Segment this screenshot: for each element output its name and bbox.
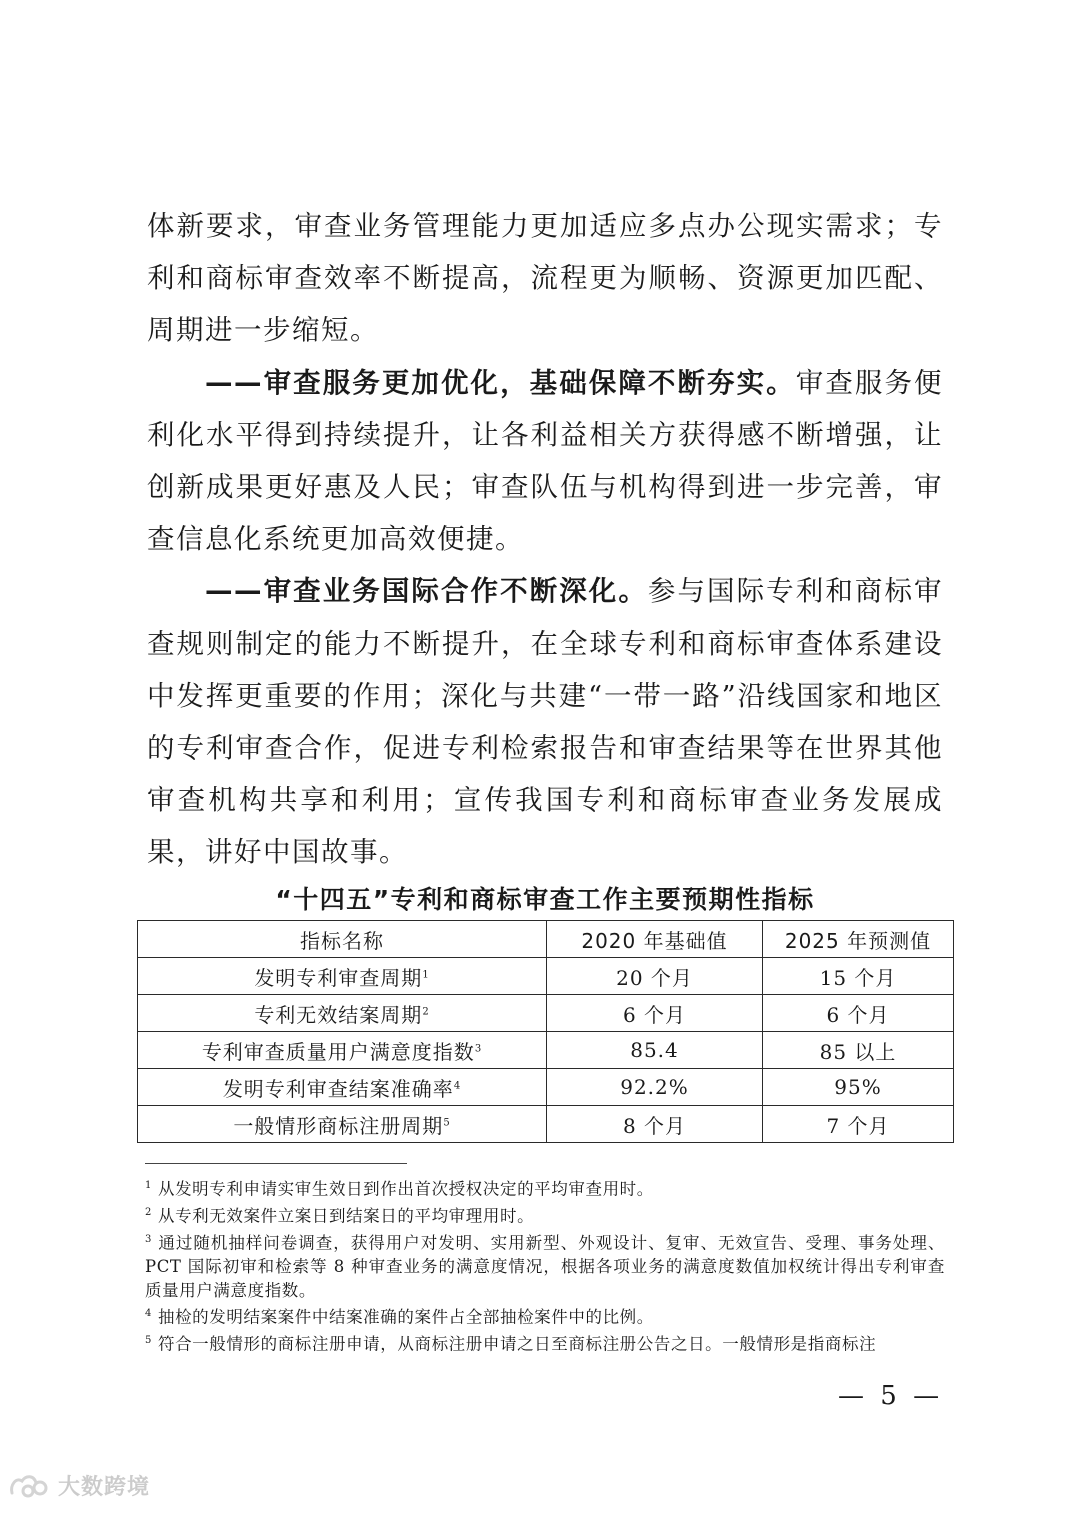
- footnote-mark: 5: [145, 1335, 152, 1346]
- footnote-ref: 1: [422, 968, 430, 980]
- indicator-name-cell: [138, 1069, 547, 1106]
- target-value: 7 个月: [763, 1106, 954, 1143]
- target-value: 85 以上: [763, 1032, 954, 1069]
- table-row: [138, 958, 954, 995]
- paragraph-text: 审查服务便利化水平得到持续提升，让各利益相关方获得感不断增强，让创新成果更好惠及人民；审查队伍与机构得到进一步完善，审查信息化系统更加高效便捷。: [147, 366, 944, 556]
- footnote-mark: 4: [145, 1308, 152, 1319]
- footnote: [145, 1201, 945, 1228]
- paragraph-lead: ——审查服务更加优化，基础保障不断夯实。: [205, 366, 796, 399]
- body-text: [147, 200, 943, 879]
- target-value: 15 个月: [763, 958, 954, 995]
- indicator-name-cell: [138, 958, 547, 995]
- paragraph-text: 参与国际专利和商标审查规则制定的能力不断提升，在全球专利和商标审查体系建设中发挥更重要的作用；深化与共建“一带一路”沿线国家和地区的专利审查合作，促进专利检索报告和审查结果等在世界其他审查机构共享和利用；宣传我国专利和商标审查业务发展成果，讲好中国故事。: [147, 575, 944, 869]
- table-row: [138, 1106, 954, 1143]
- indicator-name: 发明专利审查周期: [254, 965, 423, 990]
- table-row: [138, 1032, 954, 1069]
- target-value: 6 个月: [763, 995, 954, 1032]
- footnote-ref: 2: [422, 1005, 430, 1017]
- paragraph-lead: ——审查业务国际合作不断深化。: [205, 575, 648, 608]
- footnote-ref: 3: [474, 1042, 483, 1054]
- table-row: [138, 1069, 954, 1106]
- table-title: “十四五”专利和商标审查工作主要预期性指标: [275, 885, 815, 914]
- target-value: 95%: [763, 1069, 954, 1106]
- table-row: [138, 995, 954, 1032]
- footnote: [145, 1329, 945, 1356]
- base-value: 85.4: [547, 1032, 763, 1069]
- base-value: 92.2%: [547, 1069, 763, 1106]
- paragraph-text: 体新要求，审查业务管理能力更加适应多点办公现实需求；专利和商标审查效率不断提高，流程更为顺畅、资源更加匹配、周期进一步缩短。: [147, 210, 943, 347]
- indicator-table: [137, 920, 954, 1143]
- indicator-name-cell: [138, 995, 547, 1032]
- column-header-base: 2020 年基础值: [547, 921, 763, 958]
- paragraph-1: [147, 200, 943, 357]
- base-value: 8 个月: [547, 1106, 763, 1143]
- watermark-text: 大数跨境: [58, 1475, 151, 1500]
- indicator-name-cell: [138, 1032, 547, 1069]
- footnote-text: 符合一般情形的商标注册申请，从商标注册申请之日至商标注册公告之日。一般情形是指商标注: [157, 1334, 877, 1354]
- footnote-mark: 3: [145, 1234, 152, 1245]
- watermark: [8, 1470, 150, 1501]
- base-value: 20 个月: [547, 958, 763, 995]
- page-number: — 5 —: [838, 1381, 944, 1411]
- footnote: [145, 1174, 945, 1201]
- table-header-row: [138, 921, 954, 958]
- footnote-mark: 1: [145, 1180, 152, 1191]
- footnote-text: 通过随机抽样问卷调查，获得用户对发明、实用新型、外观设计、复审、无效宣告、受理、事务处理、PCT 国际初审和检索等 8 种审查业务的满意度情况，根据各项业务的满意度数值加权统计得出专利审查质量用户满意度指数。: [145, 1233, 945, 1300]
- column-header-name: 指标名称: [138, 921, 547, 958]
- watermark-logo-icon: [8, 1471, 52, 1501]
- column-header-target: 2025 年预测值: [763, 921, 954, 958]
- footnote: [145, 1302, 945, 1329]
- footnote-divider: [145, 1163, 407, 1164]
- footnote-ref: 5: [443, 1116, 451, 1128]
- indicator-name: 专利无效结案周期: [254, 1002, 423, 1027]
- base-value: 6 个月: [547, 995, 763, 1032]
- paragraph-2: [147, 357, 943, 566]
- indicator-name: 专利审查质量用户满意度指数: [201, 1039, 475, 1064]
- footnote-text: 从专利无效案件立案日到结案日的平均审理用时。: [157, 1206, 535, 1226]
- indicator-name: 发明专利审查结案准确率: [222, 1076, 454, 1101]
- indicator-name-cell: [138, 1106, 547, 1143]
- footnotes: [145, 1174, 945, 1356]
- paragraph-3: [147, 565, 943, 878]
- footnote: [145, 1228, 945, 1302]
- footnote-text: 抽检的发明结案案件中结案准确的案件占全部抽检案件中的比例。: [157, 1307, 654, 1327]
- indicator-name: 一般情形商标注册周期: [233, 1113, 444, 1138]
- footnote-mark: 2: [145, 1207, 152, 1218]
- footnote-text: 从发明专利申请实审生效日到作出首次授权决定的平均审查用时。: [157, 1179, 654, 1199]
- footnote-ref: 4: [453, 1079, 462, 1091]
